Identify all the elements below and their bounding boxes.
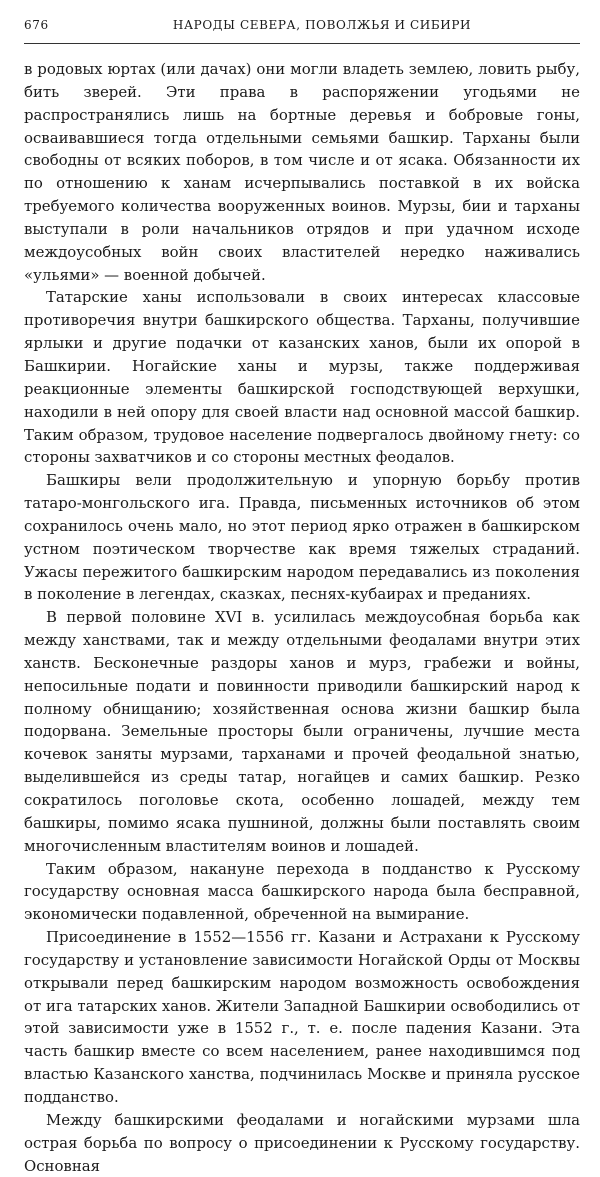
paragraph: В первой половине XVI в. усилилась междоусобная борьба как между ханствами, так и между отдельными феодалами внутри этих ханств. Бесконечные раздоры ханов и мурз, грабежи и войны, непосильные подати и повинности приводили башкирский народ к полному обнищанию; хозяйственная основа жизни башкир была подорвана. Земельные просторы были ограничены, лучшие места кочевок заняты мурзами, тарханами и прочей феодальной знатью, выделившейся из среды татар, ногайцев и самих башкир. Резко сократилось поголовье скота, особенно лошадей, между тем башкиры, помимо ясака пушниной, должны были поставлять своим многочисленным властителям воинов и лошадей. bbox=[24, 608, 580, 855]
running-title: НАРОДЫ СЕВЕРА, ПОВОЛЖЬЯ И СИБИРИ bbox=[172, 18, 472, 32]
page-number: 676 bbox=[24, 18, 49, 32]
paragraph: Присоединение в 1552—1556 гг. Казани и Астрахани к Русскому государству и установление зависимости Ногайской Орды от Москвы открывали перед башкирским народом возможность освобождения от ига татарских ханов. Жители Западной Башкирии освободились от этой зависимости уже в 1552 г., т. е. после падения Казани. Эта часть башкир вместе со всем населением, ранее находившимся под властью Казанского ханства, подчинилась Москве и приняла русское подданство. bbox=[24, 928, 580, 1106]
paragraph: Между башкирскими феодалами и ногайскими мурзами шла острая борьба по вопросу о присоединении к Русскому государству. Основная bbox=[24, 1110, 580, 1175]
header-rule bbox=[24, 43, 580, 44]
paragraph-continued: в родовых юртах (или дачах) они могли владеть землею, ловить рыбу, бить зверей. Эти права в распоряжении угодьями не распространялись лишь на бортные деревья и бобровые гоны, осваивавшиеся тогда отдельными семьями башкир. Тарханы были свободны от всяких поборов, в том числе и от ясака. Обязанности их по отношению к ханам исчерпывались поставкой в их войска требуемого количества вооруженных воинов. Мурзы, бии и тарханы выступали в роли начальников отрядов и при удачном исходе междоусобных войн своих властителей нередко наживались «ульями» — военной добычей. bbox=[24, 60, 580, 284]
paragraph: Таким образом, накануне перехода в подданство к Русскому государству основная масса башкирского народа была бесправной, экономически подавленной, обреченной на вымирание. bbox=[24, 859, 580, 924]
paragraph: Башкиры вели продолжительную и упорную борьбу против татаро-монгольского ига. Правда, письменных источников об этом сохранилось очень мало, но этот период ярко отражен в башкирском устном поэтическом творчестве как время тяжелых страданий. Ужасы пережитого башкирским народом передавались из поколения в поколение в легендах, сказках, песнях-кубаирах и преданиях. bbox=[24, 471, 580, 604]
paragraph: Татарские ханы использовали в своих интересах классовые противоречия внутри башкирского общества. Тарханы, получившие ярлыки и другие подачки от казанских ханов, были их опорой в Башкирии. Ногайские ханы и мурзы, также поддерживая реакционные элементы башкирской господствующей верхушки, находили в ней опору для своей власти над основной массой башкир. Таким образом, трудовое население подвергалось двойному гнету: со стороны захватчиков и со стороны местных феодалов. bbox=[24, 288, 580, 467]
running-head bbox=[24, 18, 580, 40]
body-text bbox=[24, 58, 580, 1177]
